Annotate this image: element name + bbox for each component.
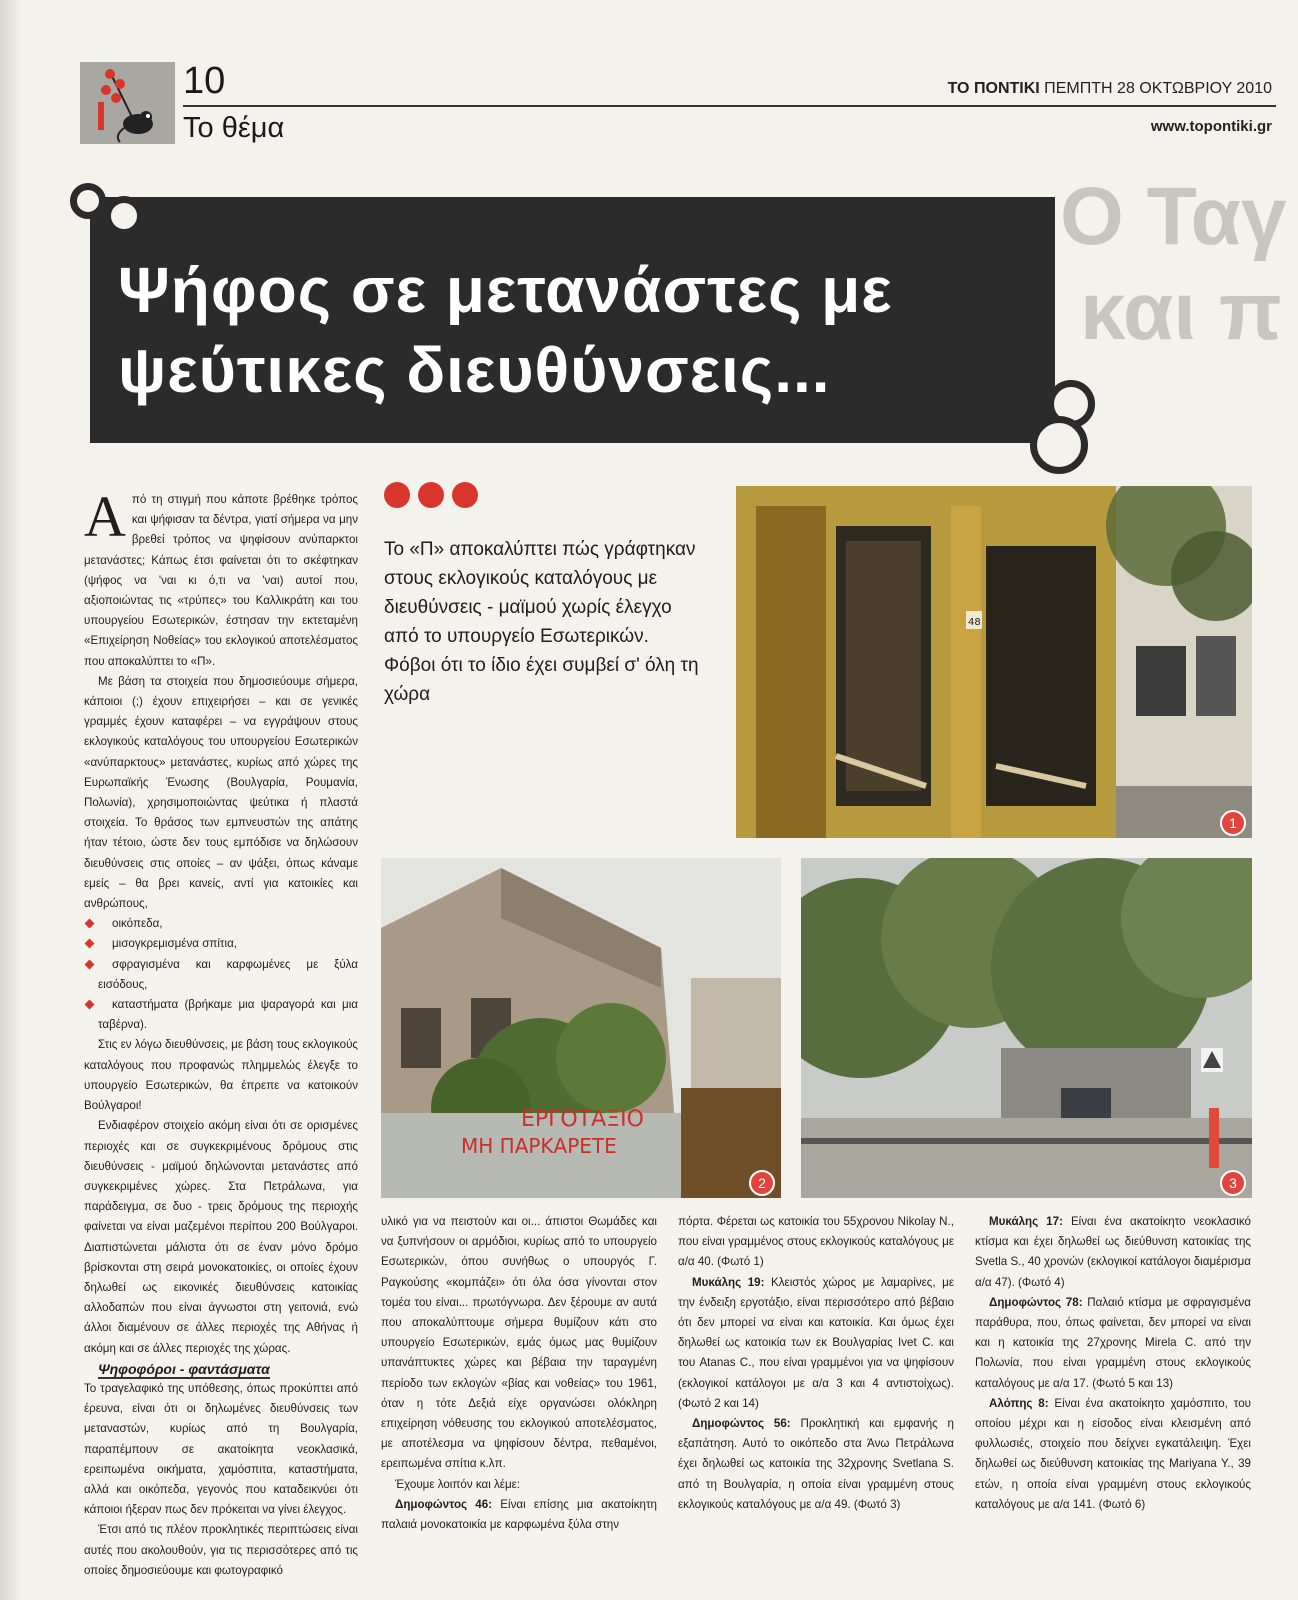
red-dot (418, 482, 444, 508)
bullet-item: οικόπεδα, (84, 914, 358, 934)
bullet-item: καταστήματα (βρήκαμε μια ψαραγορά και μια ταβέρνα). (84, 995, 358, 1035)
address-label: Μυκάλης 19: (692, 1275, 765, 1289)
paragraph: υλικό για να πειστούν και οι... άπιστοι Θωμάδες και να ξυπνήσουν οι αρμόδιοι, κυρίως από το υπουργείο Εσωτερικών, όπου συνήθως ο υπουργός Γ. Ραγκούσης «κομπάζει» ότι όλα όσα γίνονται στον τομέα του είναι... πρωτόγνωρα. Δεν ξέρουμε αν αυτά που αποκαλύπτουμε σήμερα θυμίζουν κάτι στο υπουργείο Εσωτερικών, εμάς όμως μας θυμίζουν υπανάπτυκτες χώρες και βέβαια την ταραγμένη περίοδο των εκλογών «βίας και νοθείας» του 1961, όταν η τότε Δεξιά είχε οργανώσει ολόκληρη επιχείρηση νόθευσης του εκλογικού αποτελέσματος, με αποτέλεσμα να ψηφίσουν δέντρα, πεθαμένοι, ερειπωμένα σπίτια κ.λπ. (381, 1215, 657, 1471)
lede-text: Το «Π» αποκαλύπτει πώς γράφτηκαν στους εκλογικούς καταλόγους με διευθύνσεις - μαϊμού χωρίς έλεγχο από το υπουργείο Εσωτερικών. Φόβοι ότι το ίδιο έχει συμβεί σ' όλη τη χώρα (384, 539, 699, 705)
drop-cap: Α (84, 484, 126, 549)
section-title: Το θέμα (183, 112, 285, 144)
address-label: Αλόπης 8: (989, 1396, 1049, 1410)
yellow-building-photo (736, 486, 1252, 838)
paragraph: Κλειστός χώρος με λαμαρίνες, με την ένδειξη εργοτάξιο, είναι περισσότερο από βέβαιο ότι δεν μπορεί να είναι και κατοικία. Και όμως έχει δηλωθεί ως κατοικία των εκ Βουλγαρίας Ivet C. και του Atanas C., που είναι γραμμένοι για να ψηφίσουν (εκλογικοί κατάλογοι με α/α 3 και 4 αντιστοίχως). (Φωτό 2 και 14) (678, 1275, 954, 1410)
article-column-3 (678, 1212, 954, 1515)
paragraph: πόρτα. Φέρεται ως κατοικία του 55χρονου Nikolay N., που είναι γραμμένος στους εκλογικούς καταλόγους με α/α 40. (Φωτό 1) (678, 1215, 954, 1269)
decorative-circle (70, 183, 106, 219)
address-label: Δημοφώντος 56: (692, 1417, 791, 1431)
masthead (948, 80, 1272, 98)
bullet-item: σφραγισμένα και καρφωμένες με ξύλα εισόδους, (84, 955, 358, 995)
paragraph: Είναι ένα ακατοίκητο χαμόσπιτο, του οποίου μέχρι και η είσοδος είναι κλεισμένη από φυλλωσιές, στοιχείο που δείχνει εγκατάλειψη. Έχει δηλωθεί ως διεύθυνση κατοικίας της Mariyana Y., 39 ετών, η οποία είναι γραμμένη στους εκλογικούς καταλόγους με α/α 141. (Φωτό 6) (975, 1396, 1251, 1511)
red-dots-ornament (384, 482, 486, 513)
website-link[interactable]: www.topontiki.gr (1150, 118, 1272, 135)
subheading (84, 1359, 358, 1379)
photo-3 (801, 858, 1252, 1198)
photo-3-number-badge: 3 (1220, 1170, 1246, 1196)
paragraph: Στις εν λόγω διευθύνσεις, με βάση τους εκλογικούς καταλόγους που προφανώς πλημμελώς έλεγξε το υπουργείο Εσωτερικών, θα έπρεπε να κατοικούν Βούλγαροι! (84, 1038, 358, 1113)
bleed-through-title-1: Ο Ταγ (1060, 171, 1287, 262)
issue-date: ΠΕΜΠΤΗ 28 ΟΚΤΩΒΡΙΟΥ 2010 (1044, 80, 1272, 97)
paragraph: πό τη στιγμή που κάποτε βρέθηκε τρόπος και ψήφισαν τα δέντρα, γιατί σήμερα να μην βρεθεί τρόπος να ψηφίσουν ανύπαρκτοι μετανάστες; Κάπως έτσι φαίνεται ότι το σκέφτηκαν (ψήφος να 'ναι κι ό,τι να 'ναι) αυτοί που, αξιοποιώντας τις «τρύπες» του Καλλικράτη και του υπουργείου Εσωτερικών, έστησαν την εκτεταμένη «Επιχείρηση Νοθείας» του εκλογικού αποτελέσματος που αποκαλύπτει το «Π». (84, 493, 358, 668)
headline-line-1: Ψήφος σε μετανάστες με (118, 254, 893, 326)
article-column-4 (975, 1212, 1251, 1515)
address-label: Δημοφώντος 78: (989, 1295, 1083, 1309)
red-dot (384, 482, 410, 508)
photo-1 (736, 486, 1252, 838)
address-label: Μυκάλης 17: (989, 1215, 1063, 1228)
graffiti-text-1: ΕΡΓΟΤΑΞΙΟ (521, 1107, 644, 1132)
bullet-item: μισογκρεμισμένα σπίτια, (84, 934, 358, 954)
article-column-2 (381, 1212, 657, 1535)
overgrown-lot-photo (801, 858, 1252, 1198)
mouse-logo-icon (80, 62, 175, 144)
bleed-through-title-2: και π (1080, 266, 1282, 357)
photo-2 (381, 858, 781, 1198)
paragraph: Με βάση τα στοιχεία που δημοσιεύουμε σήμερα, κάποιοι (;) έχουν επιχειρήσει – και σε γενικές γραμμές έχουν καταφέρει – να εγγράψουν στους εκλογικούς καταλόγους του υπουργείου Εσωτερικών «ανύπαρκτους» μετανάστες, κυρίως από χώρες της Ευρωπαϊκής Ένωσης (Βουλγαρία, Ρουμανία, Πολωνία), χρησιμοποιώντας ψεύτικα ή πλαστά στοιχεία. Το θράσος των εμπνευστών της απάτης ήταν τέτοιο, ώστε δεν τους εμπόδισε να δηλώσουν διευθύνσεις στις οποίες – αν ψάξει, όπως κάναμε εμείς – θα βρει κανείς, αντί για κατοικίες και ανθρώπους, (84, 674, 358, 911)
article-column-1 (84, 484, 358, 1581)
decorative-circle (104, 196, 144, 236)
paragraph: Παλαιό κτίσμα με σφραγισμένα παράθυρα, που, όπως φαίνεται, δεν μπορεί να είναι και η κατοικία της 27χρονης Mirela C. από την Πολωνία, που είναι γραμμένη στους εκλογικούς καταλόγους με α/α 17. (Φωτό 5 και 13) (975, 1295, 1251, 1390)
photo-1-number-badge: 1 (1220, 810, 1246, 836)
paragraph: Έτσι από τις πλέον προκλητικές περιπτώσεις είναι αυτές που ακολουθούν, για τις περισσότερες από τις οποίες δημοσιεύουμε και φωτογραφικό (84, 1523, 358, 1577)
decorative-circle (1030, 416, 1088, 474)
headline-line-2: ψεύτικες διευθύνσεις... (118, 334, 831, 406)
paragraph: Προκλητική και εμφανής η εξαπάτηση. Αυτό το οικόπεδο στα Άνω Πετράλωνα έχει δηλωθεί ως κατοικία της 32χρονης Svetlana S. από τη Βουλγαρία, η οποία είναι γραμμένη στους εκλογικούς καταλόγους με α/α 49. (Φωτό 3) (678, 1417, 954, 1511)
red-dot (452, 482, 478, 508)
headline (118, 250, 1048, 410)
newspaper-name: ΤΟ ΠΟΝΤΙΚΙ (947, 80, 1040, 97)
page-number: 10 (183, 60, 226, 102)
photo-2-number-badge: 2 (749, 1170, 775, 1196)
subheading-text: Ψηφοφόροι - φαντάσματα (98, 1360, 270, 1377)
header-divider (183, 105, 1276, 107)
paragraph: Έχουμε λοιπόν και λέμε: (395, 1477, 521, 1491)
page-fold-shadow (0, 0, 22, 1600)
paragraph: Το τραγελαφικό της υπόθεσης, όπως προκύπτει από έρευνα, είναι ότι οι δηλωμένες διευθύνσεις των μεταναστών, κυρίως από τη Βουλγαρία, παραπέμπουν σε ακατοίκητα νεοκλασικά, ερειπωμένα οικήματα, χαμόσπιτα, καταστήματα, αλλά και οικόπεδα, γεγονός που καταδεικνύει ότι κάποιοι ήξεραν πως δεν πρόκειται να γίνει έλεγχος. (84, 1381, 358, 1517)
address-label: Δημοφώντος 46: (395, 1497, 493, 1511)
paragraph: Είναι επίσης μια ακατοίκητη παλαιά μονοκατοικία με καρφωμένα ξύλα στην (381, 1497, 657, 1532)
paragraph: Είναι ένα ακατοίκητο νεοκλασικό κτίσμα και έχει δηλωθεί ως διεύθυνση κατοικίας της Svetla S., 40 χρονών (εκλογικοί κατάλογοι διαμέρισμα α/α 47). (Φωτό 4) (975, 1215, 1251, 1289)
section-logo (80, 62, 175, 144)
graffiti-text-2: ΜΗ ΠΑΡΚΑΡΕΤΕ (461, 1134, 617, 1158)
construction-site-photo (381, 858, 781, 1198)
house-number-plate: 48 (968, 617, 981, 628)
paragraph: Ενδιαφέρον στοιχείο ακόμη είναι ότι σε ορισμένες περιοχές και σε συγκεκριμένους δρόμους στις διευθύνσεις - μαϊμού δηλώνονται μετανάστες από συγκεκριμένες χώρες. Στα Πετράλωνα, για παράδειγμα, σε δυο - τρεις δρόμους της περιοχής φαίνεται να είναι μαζεμένοι περίπου 200 Βούλγαροι. Διαπιστώνεται μάλιστα ότι σε έναν μόνο δρόμο βρίσκονται στη σειρά μονοκατοικίες, οι οποίες έχουν δηλωθεί ως εικονικές διευθύνσεις κατοικίας αλλοδαπών που είναι άγνωστοι στη γειτονιά, ενώ άλλοι διαμένουν σε άλλες περιοχές της Αθήνας ή ακόμη και σε άλλες περιοχές της χώρας. (84, 1119, 358, 1355)
